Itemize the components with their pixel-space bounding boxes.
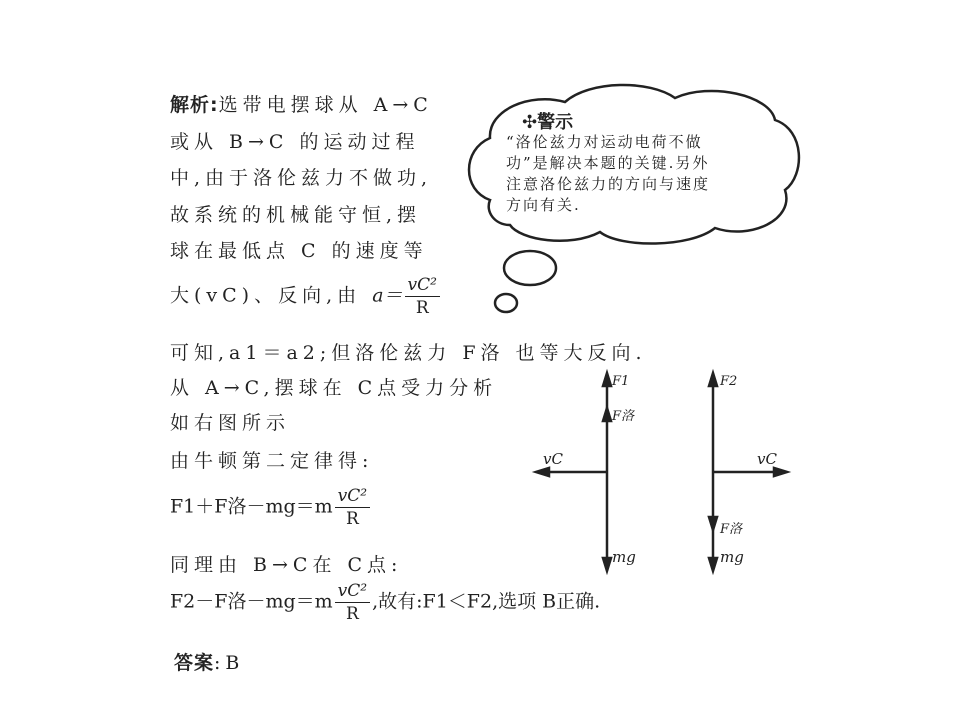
label-vc: vC bbox=[543, 450, 563, 468]
label-f-lorentz: F洛 bbox=[720, 522, 743, 537]
solution-line: 同理由 B→C在 C点: bbox=[170, 554, 403, 576]
answer: 答案:B bbox=[174, 652, 245, 674]
solution-line: 中,由于洛伦兹力不做功, bbox=[170, 167, 433, 189]
fraction: $\frac{\text{vC²}}{R}$ bbox=[405, 274, 440, 319]
solution-line: 由牛顿第二定律得: bbox=[170, 450, 374, 472]
solution-line: 球在最低点 C 的速度等 bbox=[170, 240, 428, 262]
solution-label: 解析 bbox=[170, 94, 211, 116]
equation-1: F1＋F洛－mg＝m $\frac{\text{vC²}}{R}$ bbox=[170, 485, 372, 530]
label-f1: F1 bbox=[612, 374, 630, 389]
solution-line: 从 A→C,摆球在 C点受力分析 bbox=[170, 377, 498, 399]
label-f2: F2 bbox=[720, 374, 738, 389]
label-vc: vC bbox=[757, 450, 777, 468]
tip-line: 功”是解决本题的关键.另外 bbox=[506, 154, 710, 172]
thought-bubble-small bbox=[495, 294, 517, 312]
tip-header: ✣警示 bbox=[522, 112, 574, 133]
label-mg: mg bbox=[720, 548, 744, 566]
label-f-lorentz: F洛 bbox=[612, 409, 635, 424]
force-diagram-right bbox=[709, 373, 787, 571]
label-mg: mg bbox=[612, 548, 636, 566]
solution-line: 故系统的机械能守恒,摆 bbox=[170, 204, 422, 226]
thought-bubble-large bbox=[504, 251, 556, 285]
equation-2: F2－F洛－mg＝m $\frac{\text{vC²}}{R}$ ,故有:F1＜F2,选项 B正确. bbox=[170, 581, 601, 624]
tip-line: 方向有关. bbox=[506, 196, 581, 214]
solution-line: 大(vC)、反向,由 a＝ $\frac{\text{vC²}}{R}$ bbox=[170, 274, 442, 319]
solution-line: 或从 B→C 的运动过程 bbox=[170, 131, 420, 153]
tip-line: 注意洛伦兹力的方向与速度 bbox=[506, 175, 711, 193]
solution-line: 可知,a1＝a2;但洛伦兹力 F洛 也等大反向. bbox=[170, 342, 647, 364]
tip-line: “洛伦兹力对运动电荷不做 bbox=[506, 133, 703, 151]
solution-line: 如右图所示 bbox=[170, 412, 291, 434]
force-diagram-left bbox=[536, 373, 611, 571]
clover-icon: ✣ bbox=[522, 112, 538, 133]
solution-line: 解析:选带电摆球从 A→C bbox=[170, 94, 433, 116]
